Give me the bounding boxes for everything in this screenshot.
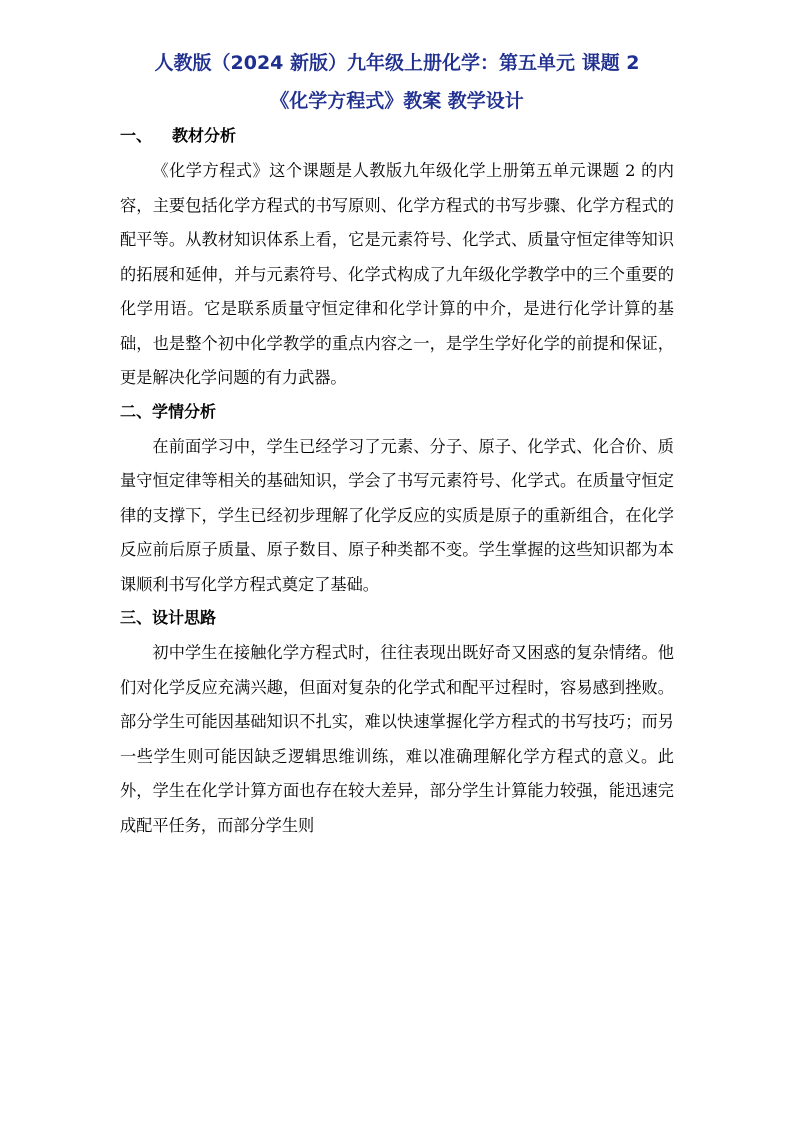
section-heading xyxy=(120,400,674,424)
section-title: 设计思路 xyxy=(152,608,217,627)
section-number: 一、 xyxy=(120,126,153,145)
section-title: 教材分析 xyxy=(172,126,237,145)
document-title xyxy=(120,44,674,120)
title-line-1: 人教版（2024 新版）九年级上册化学：第五单元 课题 2 xyxy=(154,52,640,74)
section-heading xyxy=(120,606,674,630)
section-heading xyxy=(120,124,674,148)
section-title: 学情分析 xyxy=(152,401,217,421)
section-paragraph: 在前面学习中，学生已经学习了元素、分子、原子、化学式、化合价、质量守恒定律等相关的基础知识，学会了书写元素符号、化学式。在质量守恒定律的支撑下，学生已经初步理解了化学反应的实质是原子的重新组合，在化学反应前后原子质量、原子数目、原子种类都不变。学生掌握的这些知识都为本课顺利书写化学方程式奠定了基础。 xyxy=(120,436,674,594)
section-paragraph: 《化学方程式》这个课题是人教版九年级化学上册第五单元课题 2 的内容，主要包括化学方程式的书写原则、化学方程式的书写步骤、化学方程式的配平等。从教材知识体系上看，它是元素符号、化学式、质量守恒定律等知识的拓展和延伸，并与元素符号、化学式构成了九年级化学教学中的三个重要的化学用语。它是联系质量守恒定律和化学计算的中介，是进行化学计算的基础，也是整个初中化学教学的重点内容之一，是学生学好化学的前提和保证，更是解决化学问题的有力武器。 xyxy=(120,161,674,387)
section-design-idea xyxy=(120,606,674,843)
section-paragraph: 初中学生在接触化学方程式时，往往表现出既好奇又困惑的复杂情绪。他们对化学反应充满兴趣，但面对复杂的化学式和配平过程时，容易感到挫败。部分学生可能因基础知识不扎实，难以快速掌握化学方程式的书写技巧；而另一些学生则可能因缺乏逻辑思维训练，难以准确理解化学方程式的意义。此外，学生在化学计算方面也存在较大差异，部分学生计算能力较强，能迅速完成配平任务，而部分学生则 xyxy=(120,643,674,835)
title-line-2: 《化学方程式》教案 教学设计 xyxy=(270,90,524,112)
section-learner-analysis xyxy=(120,400,674,603)
section-textbook-analysis xyxy=(120,124,674,396)
section-number: 三、 xyxy=(120,608,153,627)
section-number: 二、 xyxy=(120,401,153,421)
